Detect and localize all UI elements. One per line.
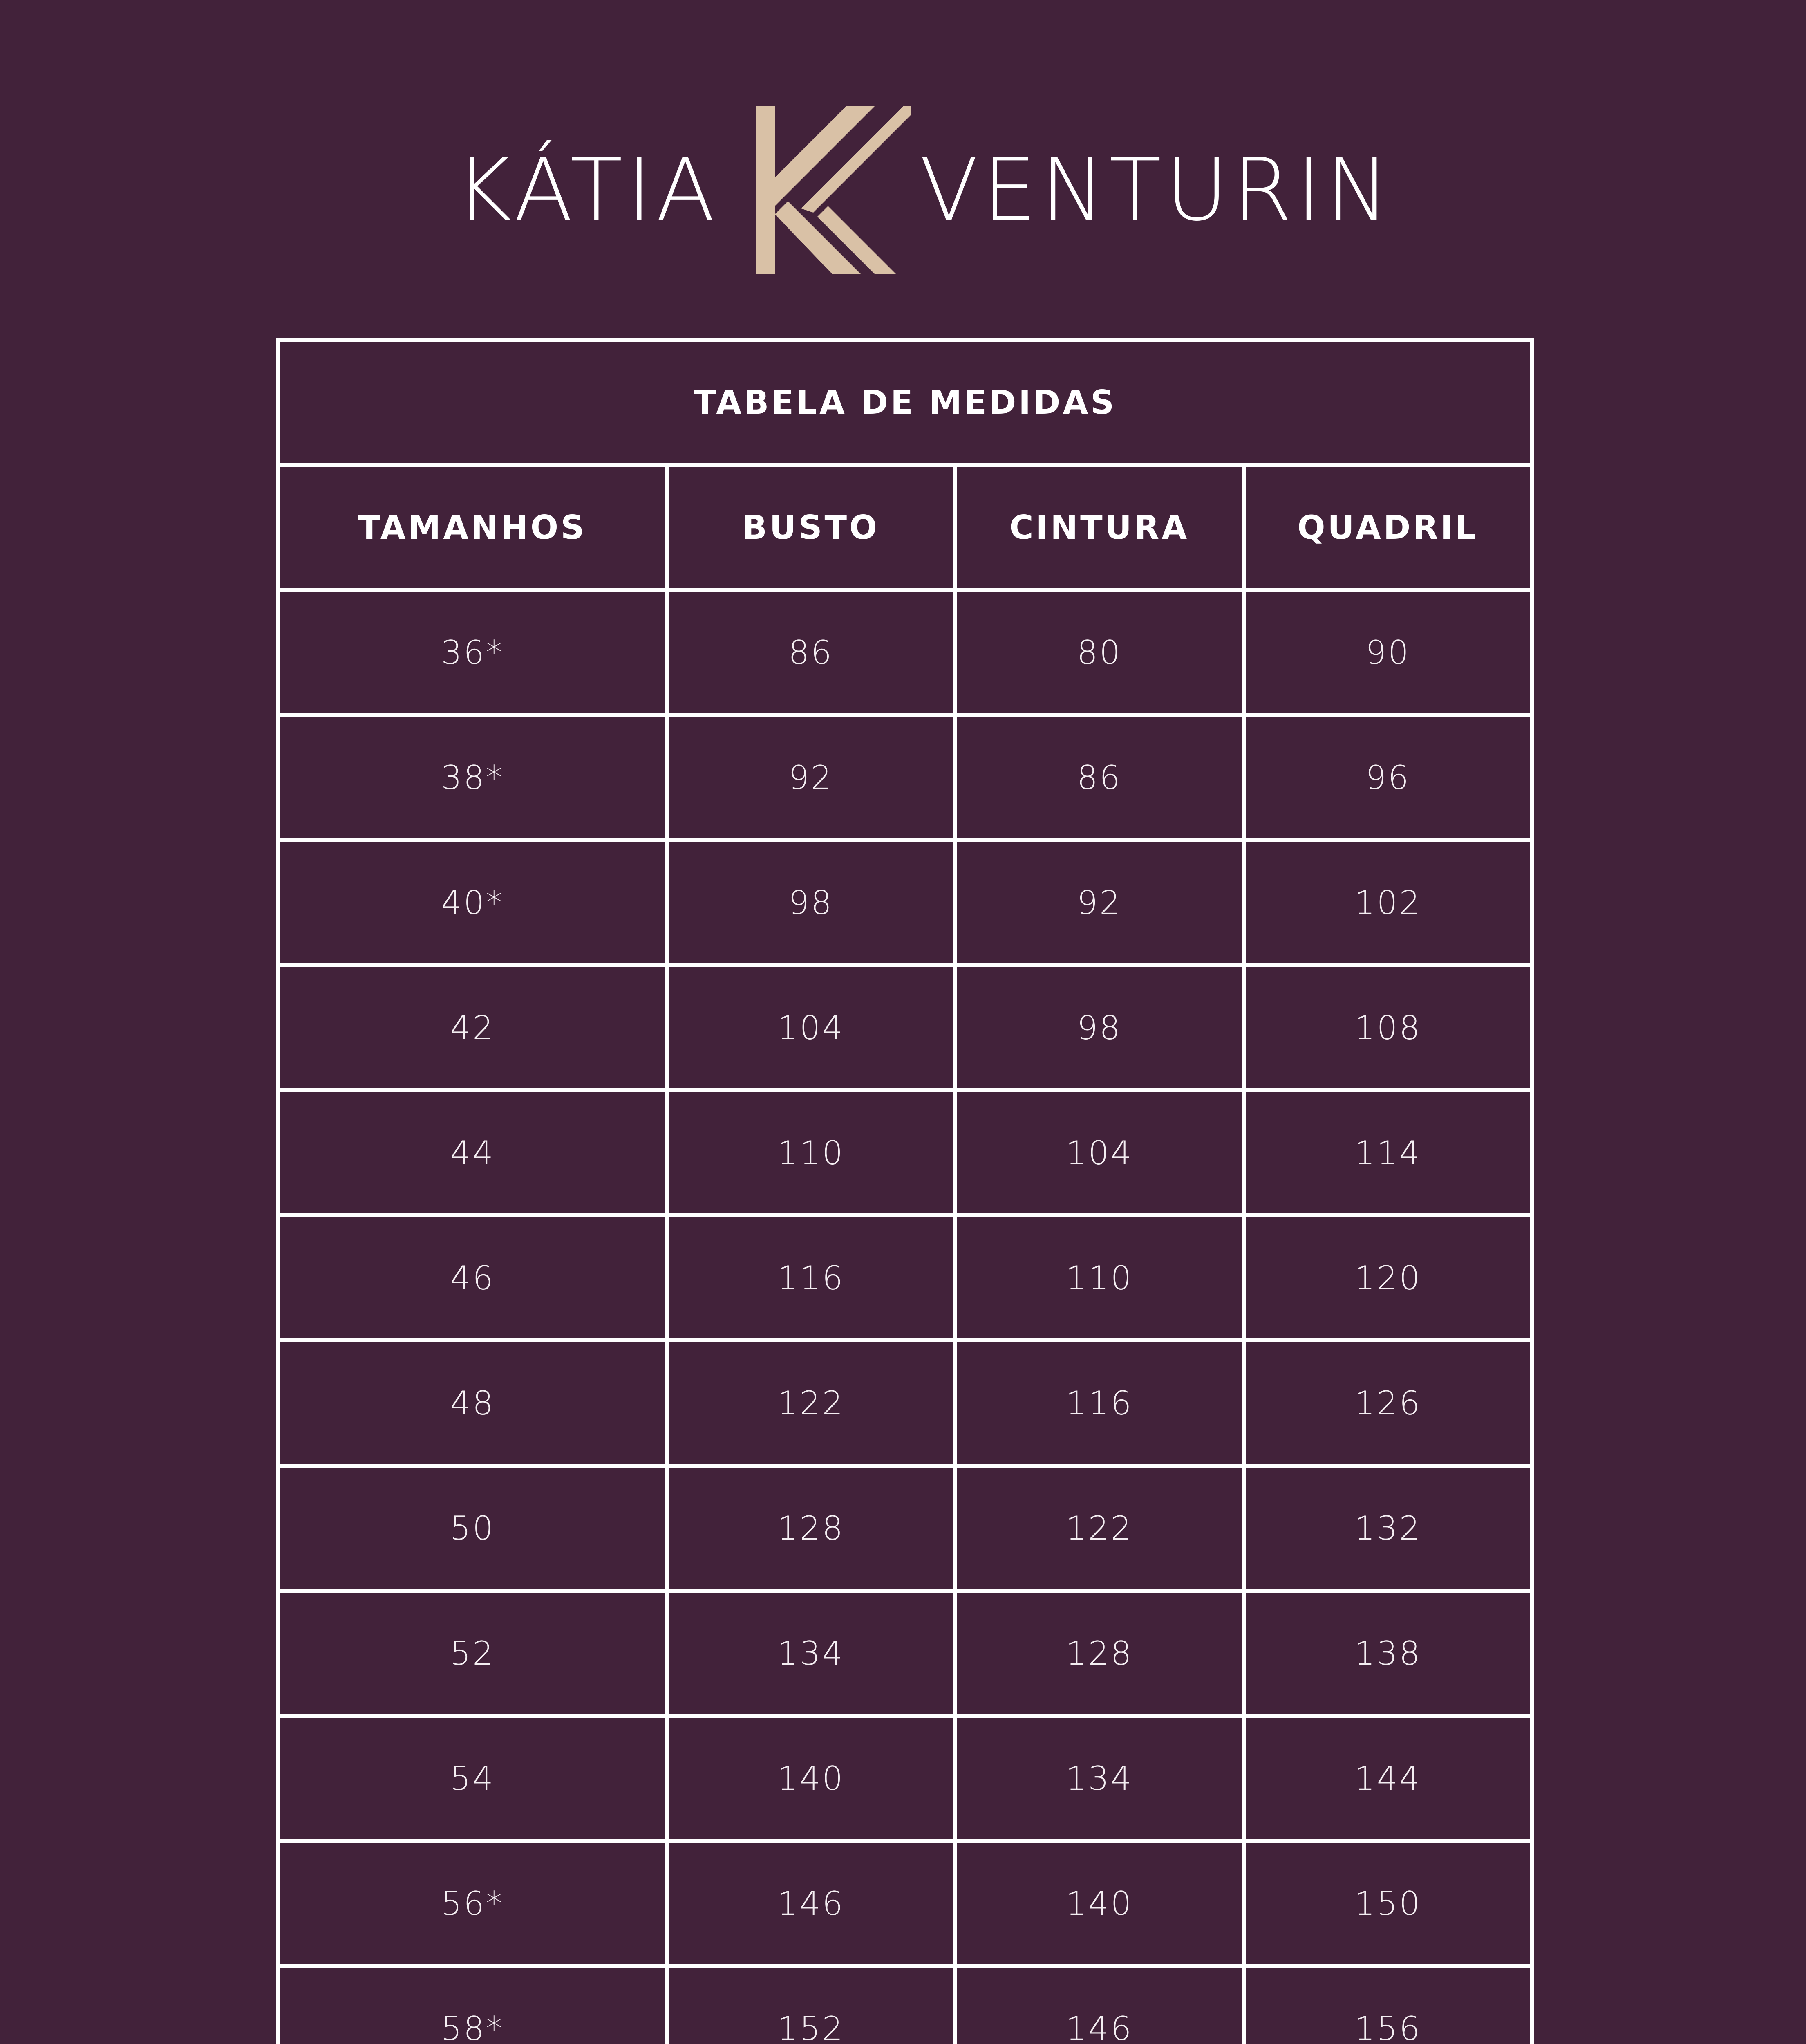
cell-cintura: 80 (955, 590, 1244, 715)
cell-cintura: 92 (955, 840, 1244, 965)
size-chart-table (276, 338, 1534, 2044)
cell-size: 54 (278, 1716, 667, 1841)
cell-quadril: 126 (1244, 1340, 1532, 1466)
cell-busto: 134 (667, 1591, 955, 1716)
table-row (278, 715, 1532, 840)
cell-cintura: 122 (955, 1466, 1244, 1591)
cell-quadril: 144 (1244, 1716, 1532, 1841)
cell-size: 52 (278, 1591, 667, 1716)
cell-quadril: 138 (1244, 1591, 1532, 1716)
table-row (278, 840, 1532, 965)
cell-busto: 128 (667, 1466, 955, 1591)
cell-busto: 146 (667, 1841, 955, 1966)
cell-quadril: 102 (1244, 840, 1532, 965)
cell-quadril: 150 (1244, 1841, 1532, 1966)
cell-cintura: 116 (955, 1340, 1244, 1466)
cell-busto: 110 (667, 1090, 955, 1215)
cell-busto: 116 (667, 1215, 955, 1340)
cell-size: 46 (278, 1215, 667, 1340)
cell-size: 42 (278, 965, 667, 1090)
cell-size: 58* (278, 1966, 667, 2044)
cell-cintura: 104 (955, 1090, 1244, 1215)
cell-busto: 92 (667, 715, 955, 840)
cell-quadril: 120 (1244, 1215, 1532, 1340)
table-row (278, 590, 1532, 715)
table-row (278, 1716, 1532, 1841)
header-cintura: CINTURA (955, 465, 1244, 590)
cell-busto: 152 (667, 1966, 955, 2044)
table-row (278, 1841, 1532, 1966)
table-title-row (278, 340, 1532, 465)
cell-size: 50 (278, 1466, 667, 1591)
table-row (278, 1966, 1532, 2044)
header-tamanhos: TAMANHOS (278, 465, 667, 590)
cell-cintura: 98 (955, 965, 1244, 1090)
kv-monogram-icon (756, 106, 911, 274)
table-title: TABELA DE MEDIDAS (278, 340, 1532, 465)
cell-quadril: 114 (1244, 1090, 1532, 1215)
cell-quadril: 108 (1244, 965, 1532, 1090)
header-busto: BUSTO (667, 465, 955, 590)
cell-cintura: 140 (955, 1841, 1244, 1966)
brand-first-name: KÁTIA (455, 140, 719, 240)
cell-cintura: 128 (955, 1591, 1244, 1716)
brand-logo (0, 106, 1806, 278)
cell-size: 36* (278, 590, 667, 715)
cell-quadril: 156 (1244, 1966, 1532, 2044)
cell-size: 56* (278, 1841, 667, 1966)
cell-cintura: 110 (955, 1215, 1244, 1340)
cell-busto: 98 (667, 840, 955, 965)
cell-size: 38* (278, 715, 667, 840)
table-row (278, 965, 1532, 1090)
cell-cintura: 146 (955, 1966, 1244, 2044)
cell-busto: 104 (667, 965, 955, 1090)
table-row (278, 1215, 1532, 1340)
header-quadril: QUADRIL (1244, 465, 1532, 590)
table-header-row (278, 465, 1532, 590)
cell-quadril: 132 (1244, 1466, 1532, 1591)
table-row (278, 1340, 1532, 1466)
brand-last-name: VENTURIN (920, 140, 1394, 240)
cell-busto: 140 (667, 1716, 955, 1841)
cell-quadril: 90 (1244, 590, 1532, 715)
cell-cintura: 86 (955, 715, 1244, 840)
cell-size: 40* (278, 840, 667, 965)
table-row (278, 1591, 1532, 1716)
table-row (278, 1466, 1532, 1591)
cell-size: 48 (278, 1340, 667, 1466)
cell-quadril: 96 (1244, 715, 1532, 840)
table-row (278, 1090, 1532, 1215)
cell-cintura: 134 (955, 1716, 1244, 1841)
cell-size: 44 (278, 1090, 667, 1215)
cell-busto: 86 (667, 590, 955, 715)
cell-busto: 122 (667, 1340, 955, 1466)
